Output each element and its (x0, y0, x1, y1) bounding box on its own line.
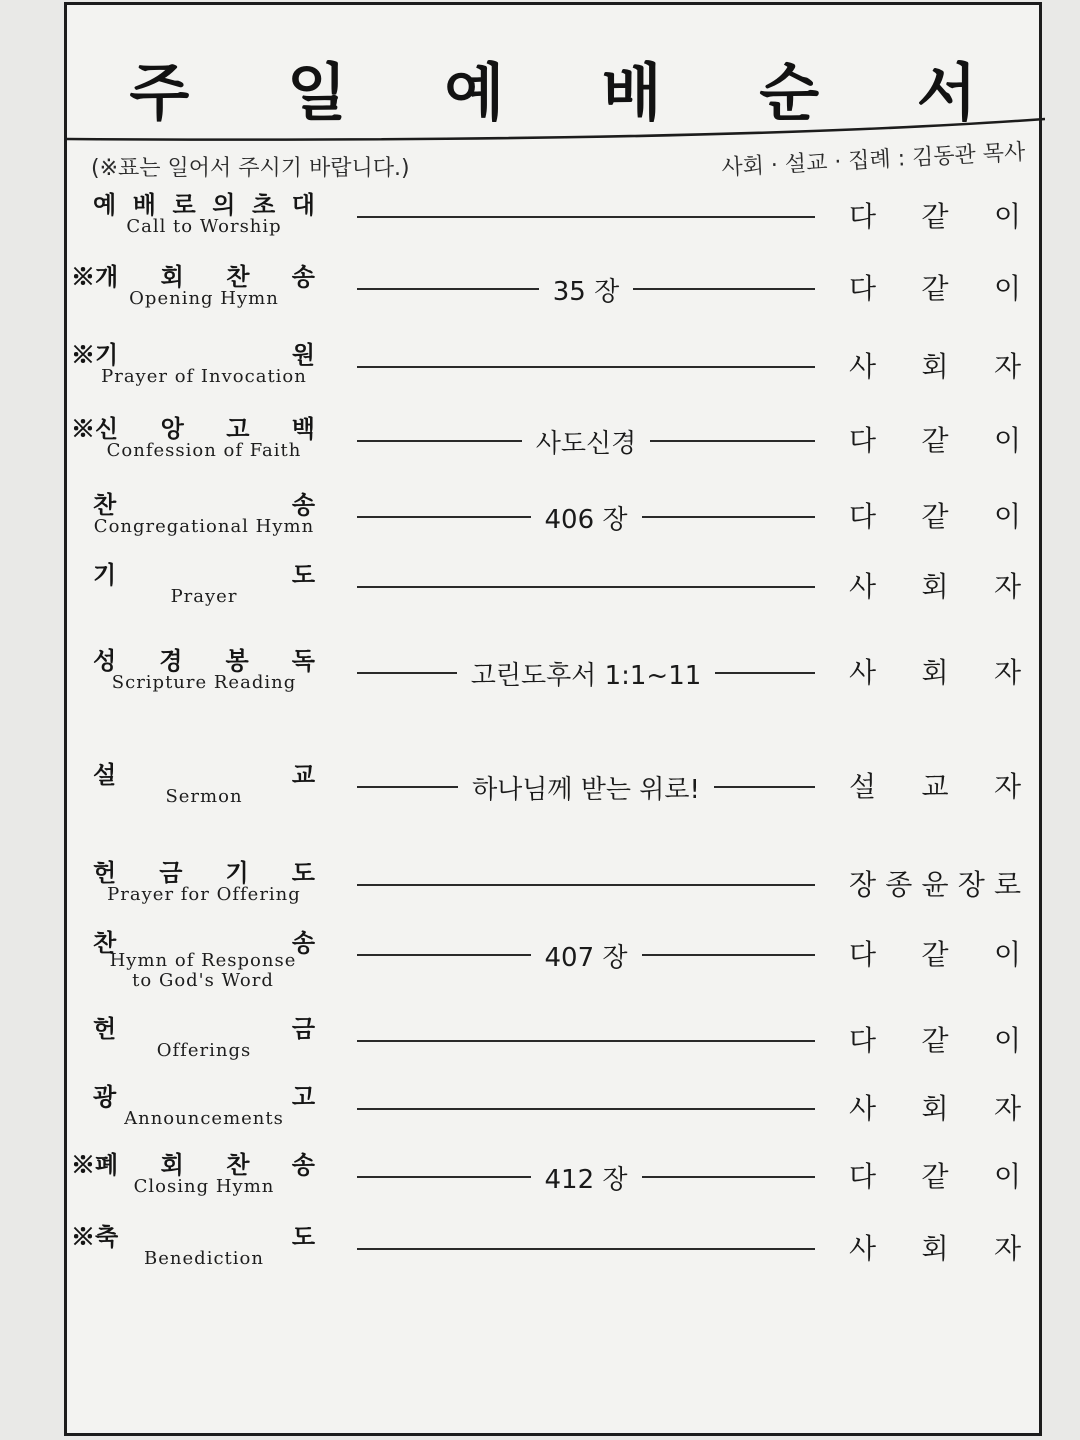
title-char: 독 (291, 646, 315, 675)
item-title-english: Prayer of Invocation (101, 366, 307, 387)
title-char: 송 (291, 1150, 315, 1179)
item-leader (849, 1019, 1021, 1059)
worship-item (67, 555, 1045, 625)
worship-item (67, 1009, 1045, 1079)
title-char: ※기 (71, 340, 119, 369)
item-detail-line (357, 937, 815, 973)
leader-char: 이 (993, 1024, 1021, 1057)
title-char: 송 (291, 490, 315, 519)
item-leader (849, 1155, 1021, 1195)
item-detail-line (357, 271, 815, 307)
worship-item (67, 335, 1045, 405)
leader-line (642, 954, 816, 956)
worship-item (67, 1077, 1045, 1147)
leader-char: 윤 (921, 868, 949, 901)
leader-line (357, 288, 539, 290)
item-leader (849, 765, 1021, 805)
leader-char: 같 (921, 424, 949, 457)
item-title-korean (93, 1009, 315, 1044)
item-leader (849, 1087, 1021, 1127)
leader-line (357, 586, 815, 588)
title-char: 고 (291, 1082, 315, 1111)
item-detail-line (357, 1023, 815, 1059)
item-title-english: Call to Worship (126, 216, 282, 237)
item-title-korean (93, 185, 315, 220)
item-detail: 사도신경 (535, 428, 637, 459)
worship-item (67, 923, 1045, 993)
leader-char: 다 (849, 938, 877, 971)
item-detail-line (357, 349, 815, 385)
leader-line (357, 884, 815, 886)
standing-note: (※표는 일어서 주시기 바랍니다.) (91, 156, 410, 181)
item-detail-line (357, 867, 815, 903)
leader-line (357, 516, 531, 518)
item-detail: 하나님께 받는 위로! (472, 774, 700, 805)
leader-line (357, 954, 531, 956)
leader-char: 다 (849, 1024, 877, 1057)
item-leader (849, 195, 1021, 235)
leader-char: 회 (921, 1232, 949, 1265)
item-detail: 35 장 (552, 276, 620, 307)
title-char: 회 (160, 1150, 184, 1179)
leader-char: 장 (849, 868, 877, 901)
item-title-korean (71, 1145, 315, 1180)
leader-char: 같 (921, 200, 949, 233)
item-leader (849, 267, 1021, 307)
leader-char: 자 (993, 656, 1021, 689)
title-char: 금 (291, 1014, 315, 1043)
title-char: 백 (291, 414, 315, 443)
title-char: ※축 (71, 1222, 119, 1251)
item-leader (849, 863, 1021, 903)
title-char: 헌 (93, 858, 117, 887)
title-char: 금 (159, 858, 183, 887)
leader-char: 사 (849, 656, 877, 689)
item-title-english: Prayer (170, 586, 238, 607)
leader-char: 사 (849, 1092, 877, 1125)
worship-item (67, 185, 1045, 255)
title-char: 도 (291, 1222, 315, 1251)
item-title-korean (93, 485, 315, 520)
leader-line (715, 672, 815, 674)
title-char: 기 (225, 858, 249, 887)
worship-item (67, 641, 1045, 711)
item-title-korean (93, 1077, 315, 1112)
leader-line (633, 288, 815, 290)
title-char: 로 (172, 190, 196, 219)
leader-char: 교 (921, 770, 949, 803)
leader-char: 회 (921, 350, 949, 383)
item-title-korean (93, 755, 315, 790)
leader-char: 사 (849, 1232, 877, 1265)
leader-line (357, 1040, 815, 1042)
item-detail-line (357, 1091, 815, 1127)
leader-char: 이 (993, 200, 1021, 233)
leader-line (357, 1176, 531, 1178)
title-char: ※개 (71, 262, 119, 291)
title-char: 헌 (93, 1014, 117, 1043)
worship-item (67, 755, 1045, 825)
item-leader (849, 651, 1021, 691)
leader-line (357, 672, 457, 674)
item-title-english: Benediction (144, 1248, 264, 1269)
leader-line (642, 1176, 816, 1178)
worship-item (67, 409, 1045, 479)
leader-char: 회 (921, 656, 949, 689)
leader-char: 자 (993, 570, 1021, 603)
leader-char: 같 (921, 938, 949, 971)
leader-line (357, 786, 458, 788)
item-title-korean (93, 641, 315, 676)
leader-char: 종 (885, 868, 913, 901)
leader-line (357, 1248, 815, 1250)
item-title-korean (93, 555, 315, 590)
item-detail-line (357, 499, 815, 535)
leader-char: 다 (849, 500, 877, 533)
item-detail-line (357, 769, 815, 805)
leader-char: 자 (993, 1232, 1021, 1265)
officiant-info: 사회 · 설교 · 집례 : 김동관 목사 (720, 140, 1026, 181)
item-title-korean (71, 335, 315, 370)
item-title-korean (71, 257, 315, 292)
item-title-korean (71, 1217, 315, 1252)
item-detail-line (357, 655, 815, 691)
item-detail-line (357, 569, 815, 605)
leader-char: 장 (957, 868, 985, 901)
title-char: 찬 (93, 490, 117, 519)
title-char: 찬 (226, 262, 250, 291)
item-leader (849, 345, 1021, 385)
title-char: 성 (93, 646, 117, 675)
title-char: 원 (291, 340, 315, 369)
leader-line (357, 440, 522, 442)
item-detail: 412 장 (544, 1164, 628, 1195)
item-title-english: Scripture Reading (111, 672, 297, 693)
leader-line (642, 516, 816, 518)
title-char: 회 (160, 262, 184, 291)
item-detail-line (357, 1231, 815, 1267)
leader-char: 같 (921, 500, 949, 533)
item-title-english: Sermon (165, 786, 243, 807)
leader-char: 사 (849, 350, 877, 383)
item-detail: 407 장 (544, 942, 628, 973)
item-title-english: Hymn of Response to God's Word (109, 950, 297, 991)
bulletin-sheet (64, 2, 1042, 1436)
item-detail-line (357, 423, 815, 459)
leader-char: 자 (993, 350, 1021, 383)
leader-line (357, 1108, 815, 1110)
item-leader (849, 933, 1021, 973)
title-char: ※신 (71, 414, 119, 443)
item-title-korean (93, 853, 315, 888)
leader-char: 회 (921, 1092, 949, 1125)
item-title-english: Congregational Hymn (93, 516, 315, 537)
leader-char: 자 (993, 770, 1021, 803)
leader-char: 이 (993, 1160, 1021, 1193)
leader-char: 같 (921, 1160, 949, 1193)
item-title-english: Opening Hymn (129, 288, 279, 309)
item-leader (849, 495, 1021, 535)
leader-line (650, 440, 815, 442)
item-detail: 고린도후서 1:1~11 (470, 660, 702, 691)
leader-char: 이 (993, 500, 1021, 533)
leader-char: 사 (849, 570, 877, 603)
item-title-english: Confession of Faith (106, 440, 302, 461)
worship-item (67, 485, 1045, 555)
leader-char: 다 (849, 424, 877, 457)
title-char: 도 (291, 858, 315, 887)
item-title-english: Offerings (156, 1040, 252, 1061)
title-char: 초 (252, 190, 276, 219)
leader-char: 다 (849, 1160, 877, 1193)
worship-item (67, 1145, 1045, 1215)
leader-char: 설 (849, 770, 877, 803)
leader-char: 이 (993, 272, 1021, 305)
title-char: 의 (212, 190, 236, 219)
leader-char: 다 (849, 200, 877, 233)
title-char: 광 (93, 1082, 117, 1111)
title-char: 도 (291, 560, 315, 589)
bulletin-title: 주 일 예 배 순 서 (129, 56, 1015, 129)
title-char: 송 (291, 928, 315, 957)
leader-char: 회 (921, 570, 949, 603)
item-detail: 406 장 (544, 504, 628, 535)
title-char: 경 (159, 646, 183, 675)
title-char: 찬 (93, 928, 117, 957)
title-char: 설 (93, 760, 117, 789)
leader-line (357, 216, 815, 218)
item-detail-line (357, 1159, 815, 1195)
leader-char: 로 (993, 868, 1021, 901)
leader-char: 같 (921, 1024, 949, 1057)
item-leader (849, 1227, 1021, 1267)
worship-item (67, 853, 1045, 923)
title-char: 배 (132, 190, 156, 219)
leader-char: 다 (849, 272, 877, 305)
worship-item (67, 257, 1045, 327)
item-leader (849, 565, 1021, 605)
leader-line (714, 786, 815, 788)
leader-line (357, 366, 815, 368)
title-char: 대 (291, 190, 315, 219)
worship-item (67, 1217, 1045, 1287)
leader-char: 이 (993, 424, 1021, 457)
title-char: 고 (226, 414, 250, 443)
title-char: 봉 (225, 646, 249, 675)
title-char: 교 (291, 760, 315, 789)
item-title-english: Prayer for Offering (107, 884, 301, 905)
leader-char: 이 (993, 938, 1021, 971)
title-char: 찬 (226, 1150, 250, 1179)
title-char: 기 (93, 560, 117, 589)
item-title-english: Closing Hymn (133, 1176, 275, 1197)
item-title-korean (71, 409, 315, 444)
item-detail-line (357, 199, 815, 235)
leader-char: 자 (993, 1092, 1021, 1125)
title-char: 앙 (160, 414, 184, 443)
title-char: 송 (291, 262, 315, 291)
leader-char: 같 (921, 272, 949, 305)
item-leader (849, 419, 1021, 459)
item-title-english: Announcements (124, 1108, 284, 1129)
title-char: 예 (93, 190, 117, 219)
title-char: ※폐 (71, 1150, 119, 1179)
